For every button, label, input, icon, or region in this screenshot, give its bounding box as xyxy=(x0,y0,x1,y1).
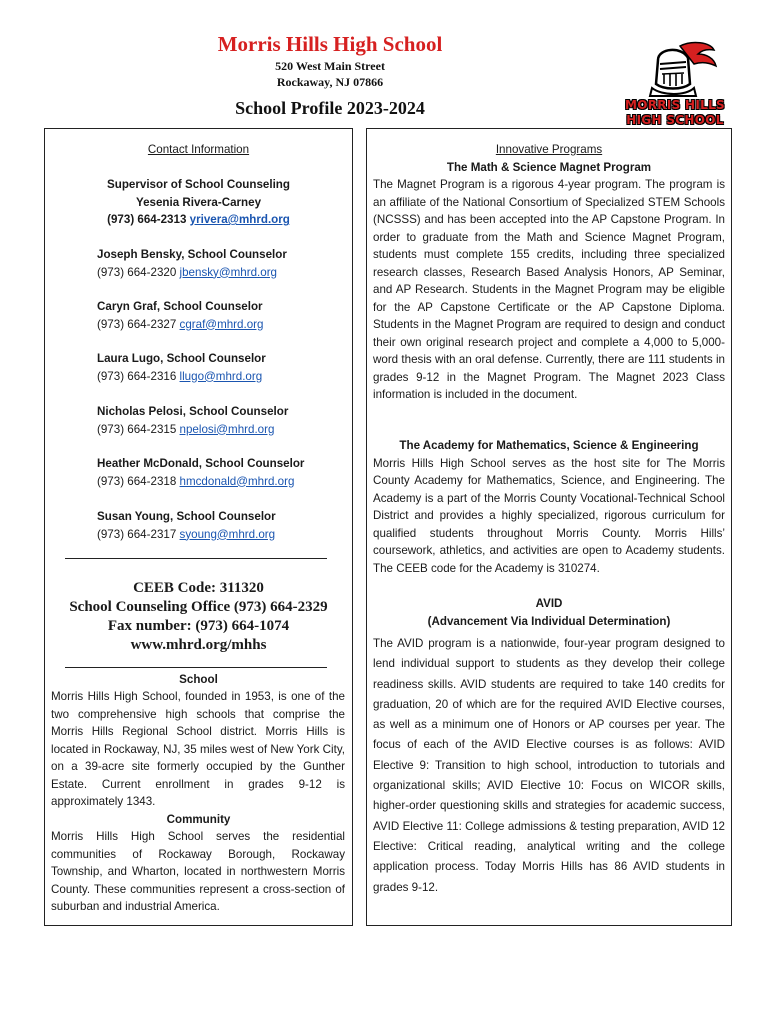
counselor-entry xyxy=(97,298,263,333)
counselor-phone: (973) 664-2315 xyxy=(97,422,177,436)
school-heading: School xyxy=(179,673,218,686)
magnet-description: The Magnet Program is a rigorous 4-year program. The program is an affiliate of the National Consortium of Specialized STEM Schools (NCSSS) and has been accepted into the AP Capstone Program. In order to graduate from the Math and Science Magnet Program, students must complete 155 credits, including three specialized research classes, Research Based Analysis Honors, AP Seminar, and AP Research. Students in the Magnet Program may be eligible for the AP Capstone Certificate or the AP Capstone Diploma. Students in the Magnet Program are required to design and conduct their own original research project and complete a 4,000 to 5,000-word thesis with an oral defense. Currently, there are 111 students in grades 9-12 in the Magnet Program. The Magnet 2023 Class information is included in the document. xyxy=(373,178,725,401)
magnet-heading: The Math & Science Magnet Program xyxy=(446,160,652,174)
academy-description: Morris Hills High School serves as the host site for The Morris County Academy for Mathematics, Science, and Engineering. The Academy is a part of the Morris County Vocational-Technical School District and provides a highly specialized, rigorous curriculum for qualified students throughout Morris County. Morris Hills’ coursework, athletics, and activities are open to Academy students. The CEEB code for the Academy is 310274. xyxy=(373,456,725,575)
counselor-name: Joseph Bensky, School Counselor xyxy=(97,248,287,261)
supervisor-name: Yesenia Rivera-Carney xyxy=(135,195,262,209)
counselor-entry xyxy=(97,508,276,543)
left-column xyxy=(44,128,353,926)
counselor-email-link[interactable]: syoung@mhrd.org xyxy=(179,527,276,541)
avid-heading: AVID xyxy=(535,597,563,610)
counselor-email-link[interactable]: llugo@mhrd.org xyxy=(179,369,263,383)
fax-number: Fax number: (973) 664-1074 xyxy=(107,618,290,634)
divider xyxy=(65,667,327,668)
ceeb-code: CEEB Code: 311320 xyxy=(133,580,264,596)
counselor-email-link[interactable]: hmcdonald@mhrd.org xyxy=(179,474,295,488)
counselor-name: Heather McDonald, School Counselor xyxy=(97,457,305,470)
counselor-entry xyxy=(97,455,304,490)
city-state-zip: Rockaway, NJ 07866 xyxy=(276,75,384,89)
profile-title: School Profile 2023-2024 xyxy=(235,98,425,118)
supervisor-phone: (973) 664-2313 xyxy=(107,213,187,226)
divider xyxy=(65,558,327,559)
avid-description: The AVID program is a nationwide, four-year program designed to lend individual support to students as they develop their college readiness skills. AVID students are required to take 140 credits for graduation, 20 of which are for the required AVID Elective courses, as well as a minimum one of Honors or AP courses per year. The focus of each of the AVID Elective courses is as follows: AVID Elective 9: Transition to high school, introduction to tutorials and organizational skills; AVID Elective 10: Focus on WICOR skills, higher-order questioning skills and strategies for academic success, AVID Elective 11: College admissions & testing preparation, AVID 12 Elective: Critical reading, analytical writing and the college application process. Today Morris Hills has 86 AVID students in grades 9-12. xyxy=(373,637,725,894)
counselor-phone: (973) 664-2316 xyxy=(97,369,177,383)
community-description: Morris Hills High School serves the residential communities of Rockaway Borough, Rockaway Township, and Wharton, located in northwestern Morris County. These communities represent a cross-section of suburban and industrial America. xyxy=(51,830,345,913)
logo-text-high-school: HIGH SCHOOL xyxy=(626,113,724,127)
counselor-email-link[interactable]: cgraf@mhrd.org xyxy=(179,317,264,331)
counselor-entry xyxy=(97,403,288,438)
supervisor-contact xyxy=(45,211,352,229)
counselor-name: Laura Lugo, School Counselor xyxy=(97,352,266,365)
knight-helmet-icon xyxy=(622,40,728,100)
community-heading: Community xyxy=(166,813,231,826)
counselor-phone: (973) 664-2320 xyxy=(97,265,177,279)
avid-subheading: (Advancement Via Individual Determination) xyxy=(427,615,671,628)
counselor-entry xyxy=(97,246,287,281)
counselor-phone: (973) 664-2327 xyxy=(97,317,177,331)
logo-text-morris-hills: MORRIS HILLS xyxy=(625,98,725,112)
school-description: Morris Hills High School, founded in 1953, is one of the two comprehensive high schools that comprise the Morris Hills Regional School district. Morris Hills is located in Rockaway, NJ, 35 miles west of New York City, on a 39-acre site formerly occupied by the Gunther Estate. Current enrollment in grades 9-12 is approximately 1343. xyxy=(51,690,345,808)
counselor-name: Caryn Graf, School Counselor xyxy=(97,300,263,313)
knight-logo xyxy=(622,40,728,128)
document-header xyxy=(0,30,660,120)
counselor-email-link[interactable]: jbensky@mhrd.org xyxy=(179,265,278,279)
supervisor-title: Supervisor of School Counseling xyxy=(107,178,290,191)
right-column xyxy=(366,128,732,926)
street-address: 520 West Main Street xyxy=(275,59,385,73)
website: www.mhrd.org/mhhs xyxy=(130,637,267,653)
school-name: Morris Hills High School xyxy=(217,32,443,56)
counselor-name: Susan Young, School Counselor xyxy=(97,510,276,523)
supervisor-email-link[interactable]: yrivera@mhrd.org xyxy=(189,213,290,226)
contact-heading: Contact Information xyxy=(147,143,250,156)
counselor-name: Nicholas Pelosi, School Counselor xyxy=(97,405,289,418)
counselor-entry xyxy=(97,350,266,385)
counselor-phone: (973) 664-2318 xyxy=(97,474,177,488)
counselor-phone: (973) 664-2317 xyxy=(97,527,177,541)
academy-heading: The Academy for Mathematics, Science & Engineering xyxy=(399,439,699,452)
programs-heading: Innovative Programs xyxy=(495,143,603,156)
counselor-email-link[interactable]: npelosi@mhrd.org xyxy=(179,422,275,436)
counseling-office-phone: School Counseling Office (973) 664-2329 xyxy=(69,599,328,615)
